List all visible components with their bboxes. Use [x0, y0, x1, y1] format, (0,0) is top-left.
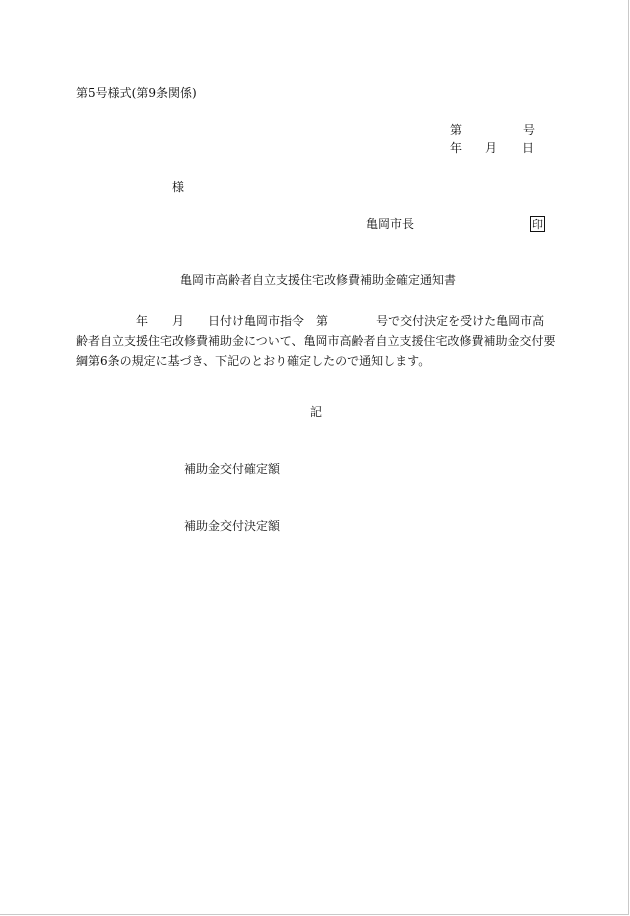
document-number-prefix: 第 [450, 123, 463, 137]
ki-heading: 記 [310, 405, 323, 419]
body-line-2: 齢者自立支援住宅改修費補助金について、亀岡市高齢者自立支援住宅改修費補助金交付要 [76, 334, 556, 348]
document-number-suffix: 号 [523, 123, 536, 137]
addressee-honorific: 様 [172, 180, 185, 194]
body-line-3: 綱第6条の規定に基づき、下記のとおり確定したので通知します。 [76, 354, 431, 368]
item-confirmed-amount-label: 補助金交付確定額 [184, 462, 281, 476]
body-line-1 [76, 311, 554, 331]
body-date-reference: 日付け亀岡市指令 [208, 314, 305, 328]
body-line-1-rest: 号で交付決定を受けた亀岡市高 [376, 314, 545, 328]
date-year-label: 年 [450, 141, 463, 155]
body-month-label: 月 [172, 314, 185, 328]
document-body [76, 311, 554, 371]
body-number-prefix: 第 [316, 314, 329, 328]
date-month-label: 月 [485, 141, 498, 155]
form-number-label: 第5号様式(第9条関係) [76, 86, 197, 100]
date-day-label: 日 [522, 141, 535, 155]
document-title: 亀岡市高齢者自立支援住宅改修費補助金確定通知書 [180, 273, 457, 287]
seal-stamp: 印 [532, 217, 543, 231]
item-decided-amount-label: 補助金交付決定額 [184, 519, 281, 533]
sender-name: 亀岡市長 [366, 217, 415, 231]
body-year-label: 年 [136, 314, 149, 328]
